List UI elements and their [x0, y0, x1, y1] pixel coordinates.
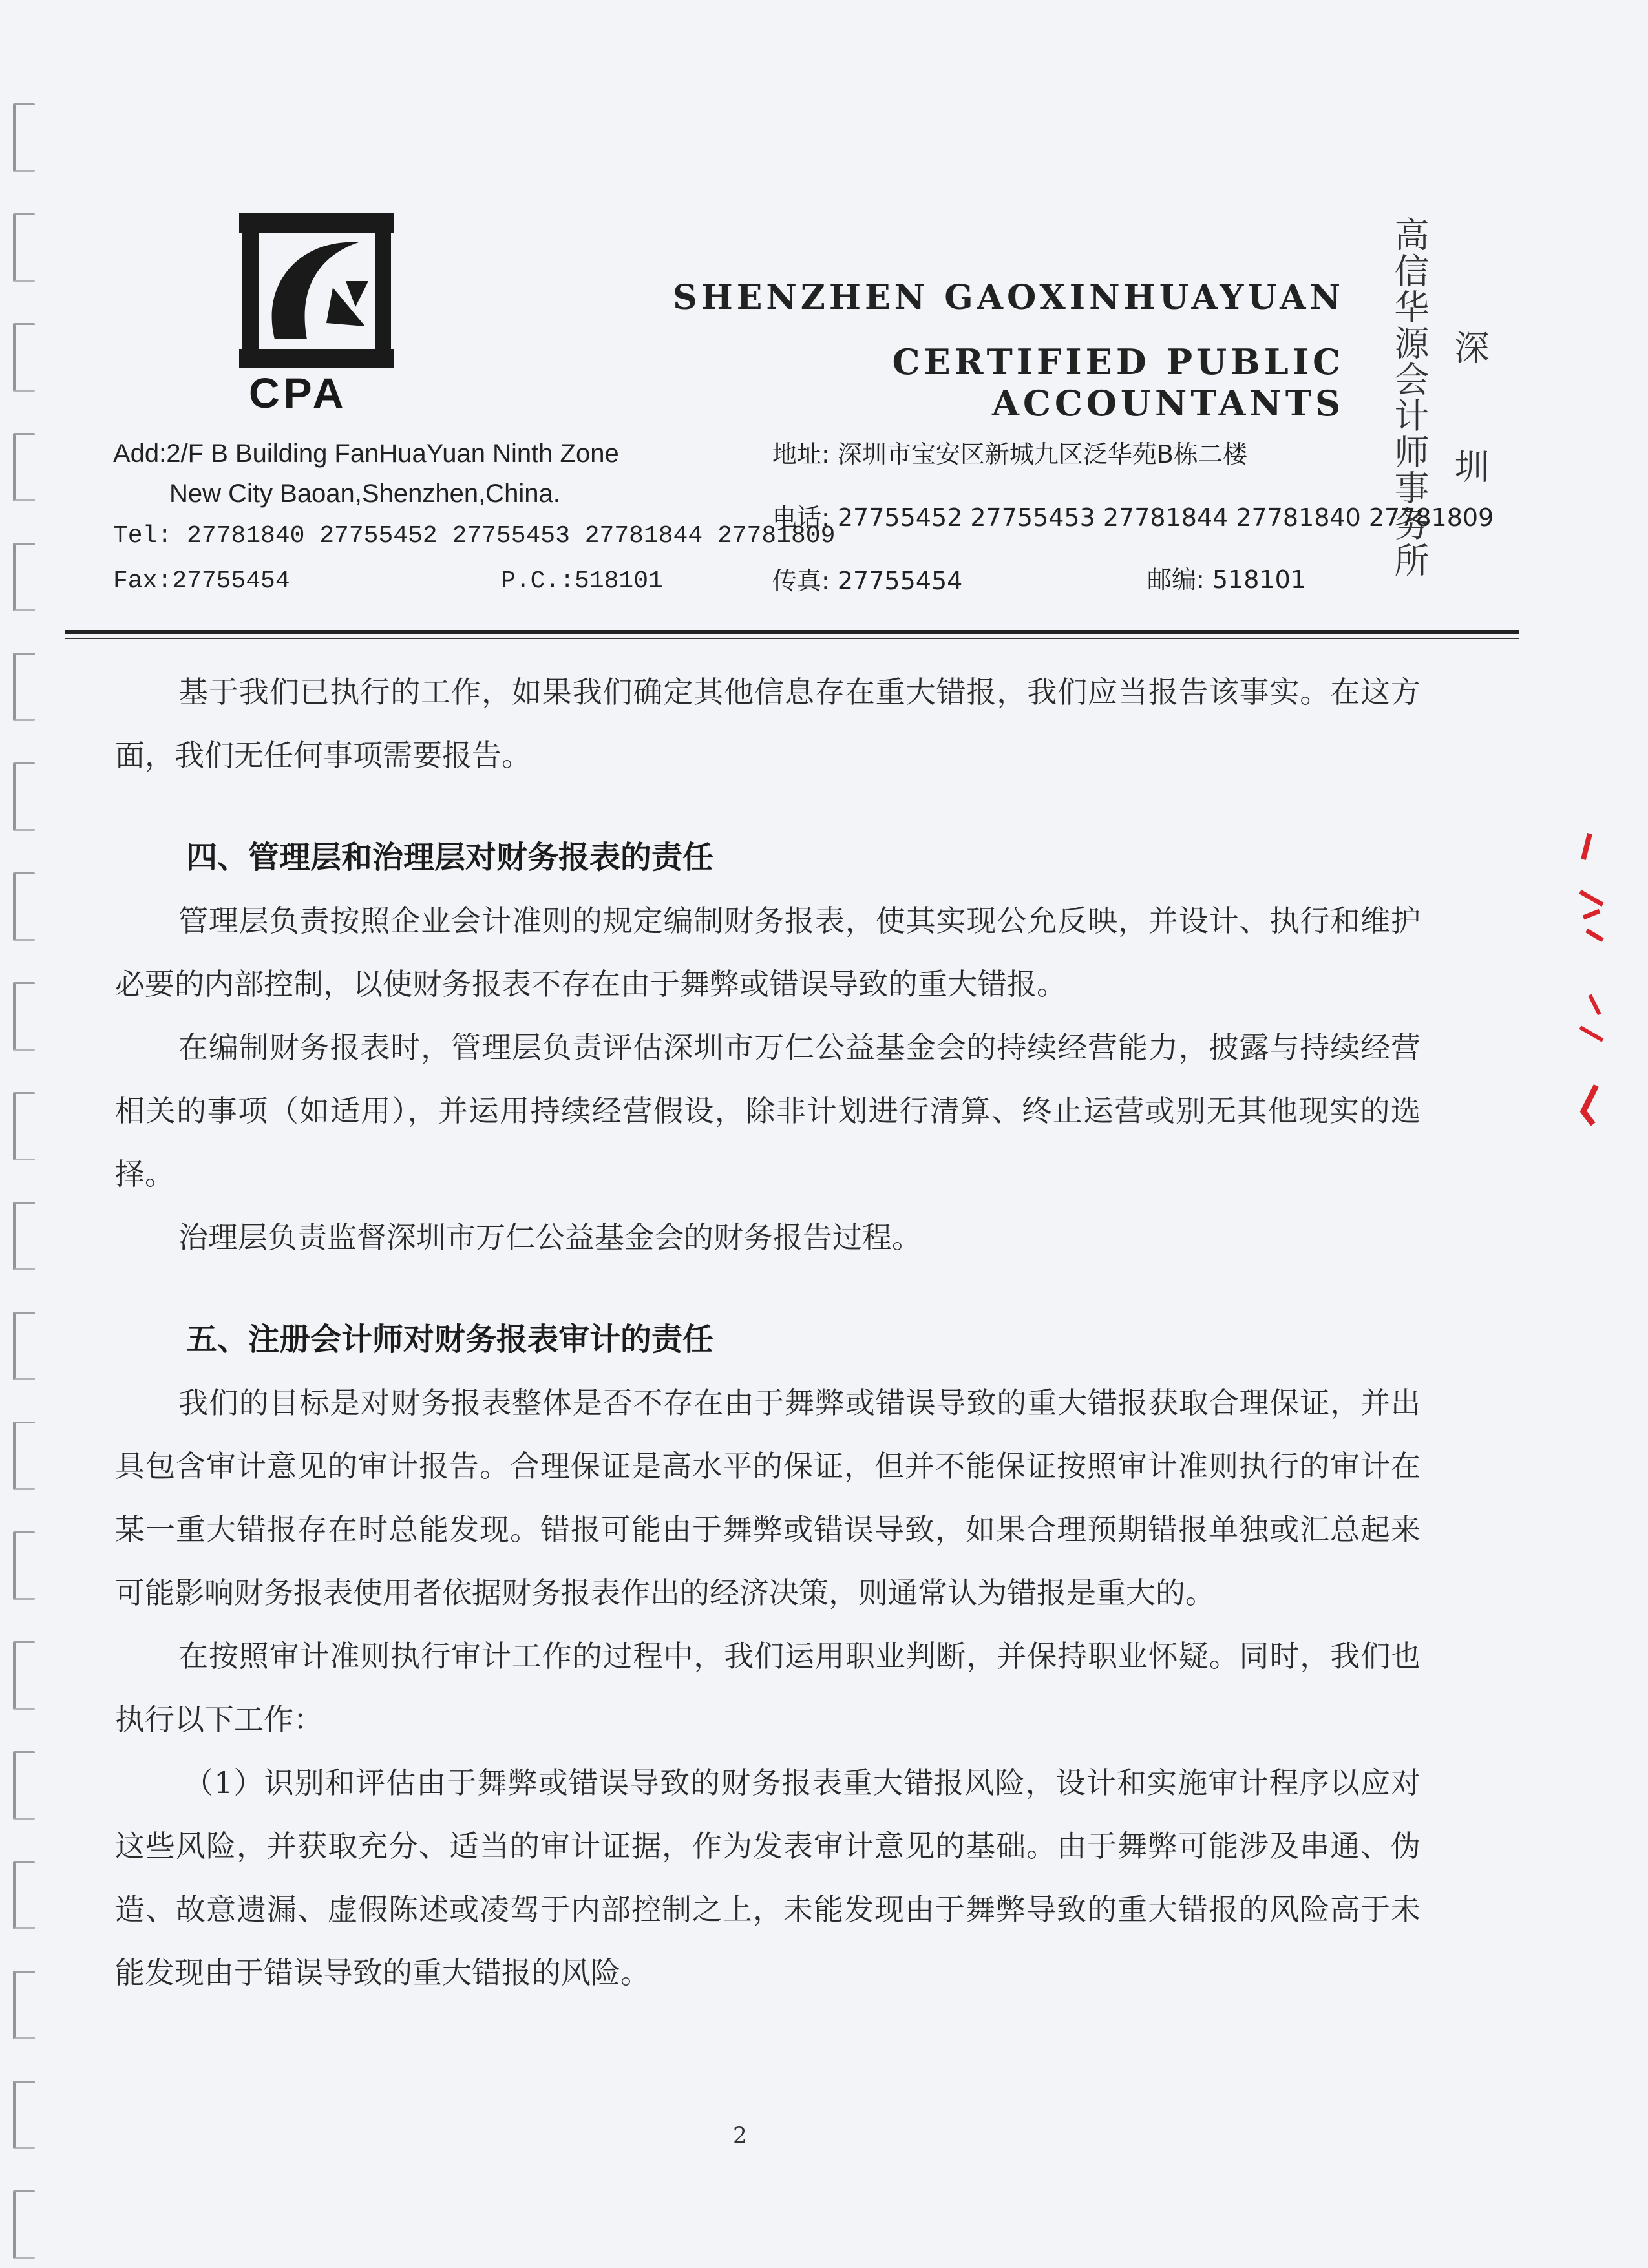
binder-hole — [13, 872, 35, 941]
binder-hole — [13, 2081, 35, 2149]
firm-name-en-line2: CERTIFIED PUBLIC ACCOUNTANTS — [892, 341, 1344, 424]
section-5-paragraph-1: 我们的目标是对财务报表整体是否不存在由于舞弊或错误导致的重大错报获取合理保证，并出具包含审计意见的审计报告。合理保证是高水平的保证，但并不能保证按照审计准则执行的审计在某一重大错报存在时总能发现。错报可能由于舞弊或错误导致，如果合理预期错报单独或汇总起来可能影响财务报表使用者依据财务报表作出的经济决策，则通常认为错报是重大的。 — [115, 1385, 1421, 1610]
tel-cn: 电话: 27755452 27755453 27781844 27781840 27781809 — [772, 503, 1494, 532]
fax-en: Fax:27755454 — [113, 567, 290, 595]
binder-hole — [13, 213, 35, 282]
binder-hole — [13, 2190, 35, 2259]
binder-hole — [13, 1861, 35, 1929]
logo-text: CPA — [249, 369, 348, 417]
section-4-title: 四、管理层和治理层对财务报表的责任 — [186, 839, 714, 876]
address-cn: 地址: 深圳市宝安区新城九区泛华苑B栋二楼 — [772, 440, 1247, 468]
binder-hole — [13, 1641, 35, 1710]
binder-hole — [13, 433, 35, 501]
binder-hole — [13, 1202, 35, 1270]
binder-hole — [13, 1531, 35, 1600]
binder-hole — [13, 1422, 35, 1490]
page-number: 2 — [733, 2123, 747, 2148]
binder-holes — [6, 78, 39, 2236]
binder-hole — [13, 653, 35, 721]
binder-hole — [13, 103, 35, 172]
binder-hole — [13, 982, 35, 1051]
header-rule-thick — [65, 630, 1519, 634]
binder-hole — [13, 1312, 35, 1380]
firm-name-cn: 高信华源会计师事务所 — [1389, 216, 1430, 578]
binder-hole — [13, 1751, 35, 1820]
section-4-paragraph-1: 管理层负责按照企业会计准则的规定编制财务报表，使其实现公允反映，并设计、执行和维护必要的内部控制，以使财务报表不存在由于舞弊或错误导致的重大错报。 — [115, 903, 1421, 1002]
binder-hole — [13, 543, 35, 611]
section-5-title: 五、注册会计师对财务报表审计的责任 — [186, 1321, 714, 1358]
address-en-line2: New City Baoan,Shenzhen,China. — [169, 479, 560, 508]
section-5-paragraph-2: 在按照审计准则执行审计工作的过程中，我们运用职业判断，并保持职业怀疑。同时，我们也执行以下工作： — [115, 1639, 1421, 1737]
binder-hole — [13, 762, 35, 831]
binder-hole — [13, 323, 35, 392]
postcode-cn: 邮编: 518101 — [1147, 565, 1306, 594]
seal-stamp-icon — [1551, 821, 1622, 1131]
section-4-paragraph-3: 治理层负责监督深圳市万仁公益基金会的财务报告过程。 — [178, 1220, 922, 1255]
firm-name-en-line1: SHENZHEN GAOXINHUAYUAN — [673, 278, 1344, 317]
binder-hole — [13, 1971, 35, 2039]
section-4-paragraph-2: 在编制财务报表时，管理层负责评估深圳市万仁公益基金会的持续经营能力，披露与持续经营相关的事项（如适用），并运用持续经营假设，除非计划进行清算、终止运营或别无其他现实的选择。 — [115, 1030, 1421, 1192]
binder-hole — [13, 1092, 35, 1160]
city-cn: 深圳 — [1449, 330, 1490, 567]
paragraph-intro: 基于我们已执行的工作，如果我们确定其他信息存在重大错报，我们应当报告该事实。在这方面，我们无任何事项需要报告。 — [115, 675, 1421, 773]
address-en-line1: Add:2/F B Building FanHuaYuan Ninth Zone — [113, 439, 619, 468]
fax-cn: 传真: 27755454 — [772, 567, 963, 595]
section-5-item-1: （1）识别和评估由于舞弊或错误导致的财务报表重大错报风险，设计和实施审计程序以应对这些风险，并获取充分、适当的审计证据，作为发表审计意见的基础。由于舞弊可能涉及串通、伪造、故意遗漏、虚假陈述或凌驾于内部控制之上，未能发现由于舞弊导致的重大错报的风险高于未能发现由于错误导致的重大错报的风险。 — [115, 1765, 1421, 1990]
header-rule-thin — [65, 638, 1519, 639]
tel-en: Tel: 27781840 27755452 27755453 27781844 27781809 — [113, 522, 836, 550]
postcode-en: P.C.:518101 — [501, 567, 663, 595]
report-body — [115, 660, 1421, 2004]
